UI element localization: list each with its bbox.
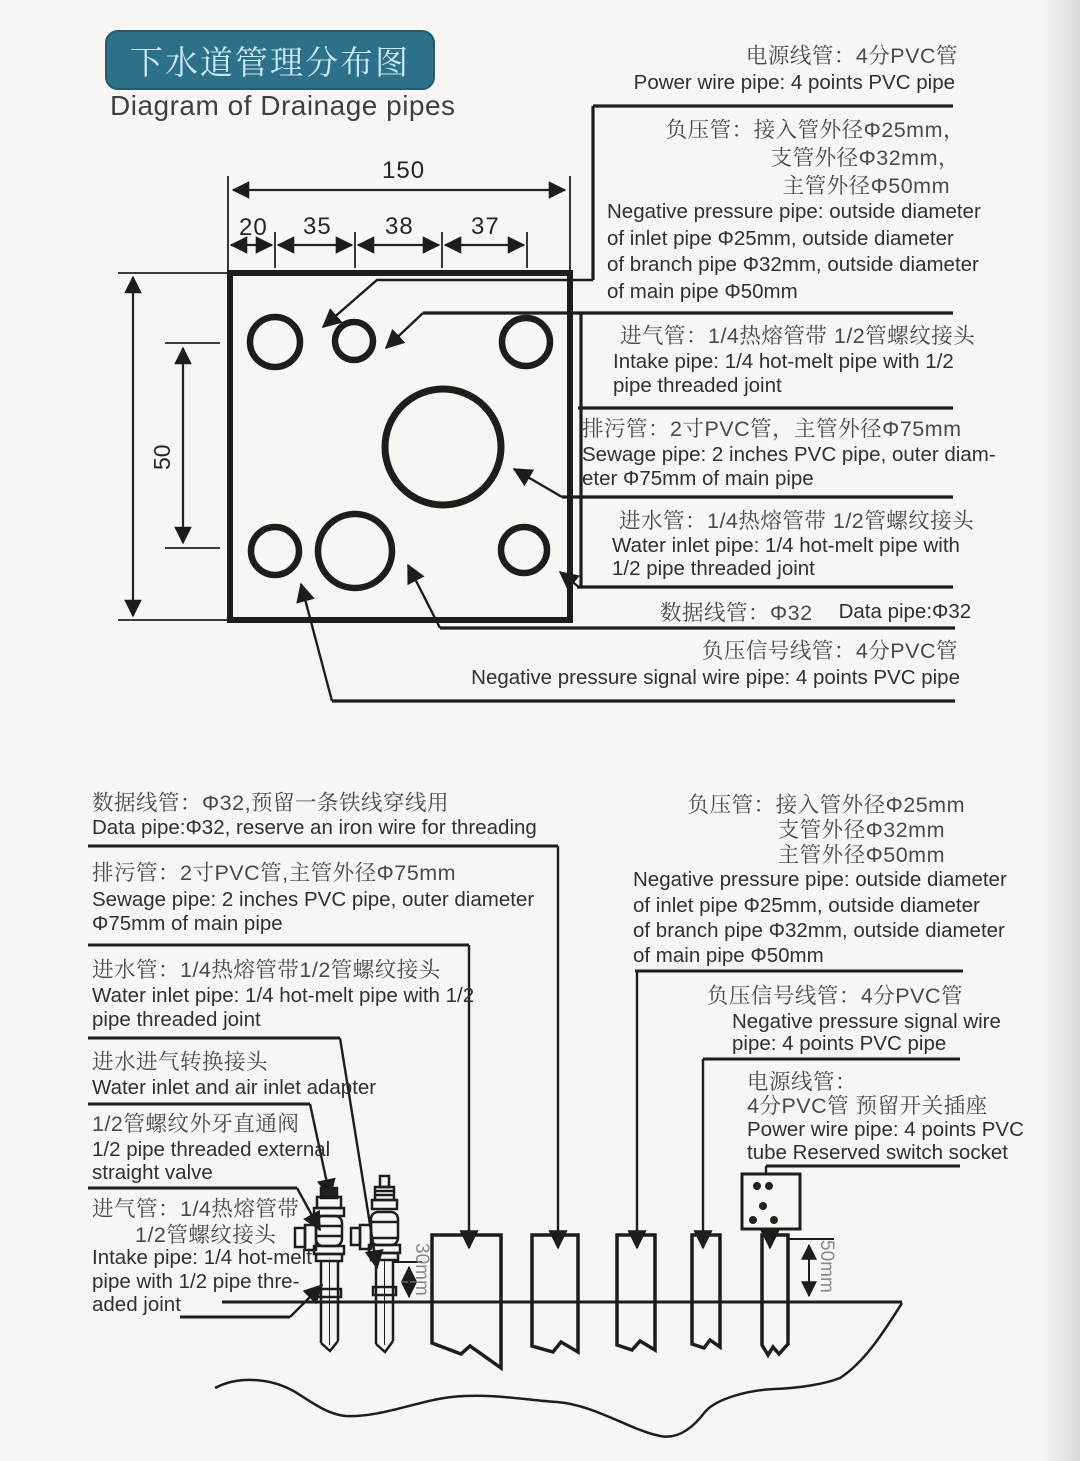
bl-intake-en3: aded joint xyxy=(92,1293,181,1316)
br-np-cn1: 负压管：接入管外径Φ25mm xyxy=(687,793,965,817)
power-pipe-label-cn: 电源线管：4分PVC管 xyxy=(745,44,958,68)
signal-wire-label-en: Negative pressure signal wire pipe: 4 points PVC pipe xyxy=(471,666,960,689)
data-pipe-label-cn: 数据线管：Φ32 xyxy=(660,601,813,625)
dim-total-width: 150 xyxy=(382,157,426,184)
bl-adapter-cn: 进水进气转换接头 xyxy=(92,1050,269,1074)
br-power-en1: Power wire pipe: 4 points PVC xyxy=(747,1118,1024,1141)
br-np-en1: Negative pressure pipe: outside diameter xyxy=(633,868,1007,891)
page-title-en: Diagram of Drainage pipes xyxy=(110,90,456,121)
hole-signal-wire xyxy=(251,527,299,575)
bl-intake-en2: pipe with 1/2 pipe thre- xyxy=(92,1270,300,1293)
hole-negative-pressure xyxy=(250,317,300,367)
br-signal-cn: 负压信号线管：4分PVC管 xyxy=(706,984,963,1008)
br-np-cn3: 主管外径Φ50mm xyxy=(777,843,945,867)
ground-wave xyxy=(215,1303,902,1437)
pipe-data xyxy=(532,1235,578,1352)
negative-pressure-label-en4: of main pipe Φ50mm xyxy=(607,280,798,303)
intake-pipe-label-en2: pipe threaded joint xyxy=(613,374,782,397)
hole-top-right xyxy=(502,318,550,366)
bl-intake-cn1: 进气管：1/4热熔管带 xyxy=(92,1197,300,1221)
signal-wire-label-cn: 负压信号线管：4分PVC管 xyxy=(701,639,958,663)
bl-valve-cn: 1/2管螺纹外牙直通阀 xyxy=(92,1112,300,1136)
br-np-en2: of inlet pipe Φ25mm, outside diameter xyxy=(633,894,980,917)
br-signal-en2: pipe: 4 points PVC pipe xyxy=(732,1032,947,1055)
pipe-negative-pressure xyxy=(617,1235,655,1350)
dim-seg1: 20 xyxy=(239,214,268,241)
data-pipe-label-en: Data pipe:Φ32 xyxy=(838,600,972,623)
power-pipe-label-en: Power wire pipe: 4 points PVC pipe xyxy=(633,71,955,94)
sewage-pipe-label-en2: eter Φ75mm of main pipe xyxy=(582,467,814,490)
pipe-power-wire xyxy=(762,1235,788,1355)
page-title-cn: 下水道管理分布图 xyxy=(105,30,435,90)
valve-water-inlet xyxy=(351,1176,400,1352)
dim-seg2: 35 xyxy=(303,213,332,240)
br-np-en3: of branch pipe Φ32mm, outside diameter xyxy=(633,919,1005,942)
bl-valve-en2: straight valve xyxy=(92,1161,213,1184)
bl-sewage-cn: 排污管：2寸PVC管,主管外径Φ75mm xyxy=(92,861,457,885)
negative-pressure-label-cn3: 主管外径Φ50mm xyxy=(782,174,950,198)
intake-pipe-label-cn: 进气管：1/4热熔管带 1/2管螺纹接头 xyxy=(620,324,976,348)
photo-edge-shade xyxy=(1040,0,1080,1461)
bl-water-inlet-cn: 进水管：1/4热熔管带1/2管螺纹接头 xyxy=(92,958,441,982)
pipe-signal-wire xyxy=(692,1235,720,1348)
negative-pressure-label-cn1: 负压管：接入管外径Φ25mm， xyxy=(665,118,965,142)
negative-pressure-label-en1: Negative pressure pipe: outside diameter xyxy=(607,200,981,223)
bl-data-pipe-en: Data pipe:Φ32, reserve an iron wire for threading xyxy=(92,816,537,839)
hole-water-inlet xyxy=(501,527,547,573)
bl-water-inlet-en2: pipe threaded joint xyxy=(92,1008,261,1031)
water-inlet-label-en2: 1/2 pipe threaded joint xyxy=(612,557,815,580)
dim-valve-depth-30mm: 30mm xyxy=(411,1243,432,1296)
sewage-pipe-label-cn: 排污管：2寸PVC管，主管外径Φ75mm xyxy=(582,417,962,441)
negative-pressure-label-cn2: 支管外径Φ32mm， xyxy=(770,146,960,170)
bl-water-inlet-en1: Water inlet pipe: 1/4 hot-melt pipe with 1/2 xyxy=(92,984,475,1007)
switch-socket-box xyxy=(742,1174,800,1229)
hole-intake xyxy=(335,322,373,360)
mounting-plate xyxy=(230,273,570,620)
dim-height-50: 50 xyxy=(149,444,175,470)
negative-pressure-label-en3: of branch pipe Φ32mm, outside diameter xyxy=(607,253,979,276)
data-pipe-label-row xyxy=(660,601,971,625)
dim-seg4: 37 xyxy=(471,213,500,240)
hole-data-pipe xyxy=(318,514,392,588)
br-np-en4: of main pipe Φ50mm xyxy=(633,944,824,967)
hole-sewage-main xyxy=(385,389,501,505)
intake-pipe-label-en1: Intake pipe: 1/4 hot-melt pipe with 1/2 xyxy=(613,350,954,373)
br-signal-en1: Negative pressure signal wire xyxy=(732,1010,1001,1033)
bl-sewage-en1: Sewage pipe: 2 inches PVC pipe, outer diameter xyxy=(92,888,535,911)
water-inlet-label-en1: Water inlet pipe: 1/4 hot-melt pipe with xyxy=(612,534,960,557)
dim-pipe-height-50mm: 50mm xyxy=(816,1240,837,1293)
br-power-cn1: 电源线管： xyxy=(747,1070,858,1094)
bl-intake-cn2: 1/2管螺纹接头 xyxy=(135,1223,277,1247)
br-power-cn2: 4分PVC管 预留开关插座 xyxy=(747,1094,988,1118)
dim-seg3: 38 xyxy=(385,213,414,240)
br-power-en2: tube Reserved switch socket xyxy=(747,1141,1008,1164)
bl-data-pipe-cn: 数据线管：Φ32,预留一条铁线穿线用 xyxy=(92,791,450,815)
bl-intake-en1: Intake pipe: 1/4 hot-melt xyxy=(92,1246,312,1269)
negative-pressure-label-en2: of inlet pipe Φ25mm, outside diameter xyxy=(607,227,954,250)
br-np-cn2: 支管外径Φ32mm xyxy=(777,818,945,842)
bl-adapter-en: Water inlet and air inlet adapter xyxy=(92,1076,377,1099)
bl-valve-en1: 1/2 pipe threaded external xyxy=(92,1138,331,1161)
water-inlet-label-cn: 进水管：1/4热熔管带 1/2管螺纹接头 xyxy=(619,509,975,533)
bl-sewage-en2: Φ75mm of main pipe xyxy=(92,912,283,935)
depth-dimensions xyxy=(393,1239,834,1297)
sewage-pipe-label-en1: Sewage pipe: 2 inches PVC pipe, outer diam- xyxy=(582,443,996,466)
